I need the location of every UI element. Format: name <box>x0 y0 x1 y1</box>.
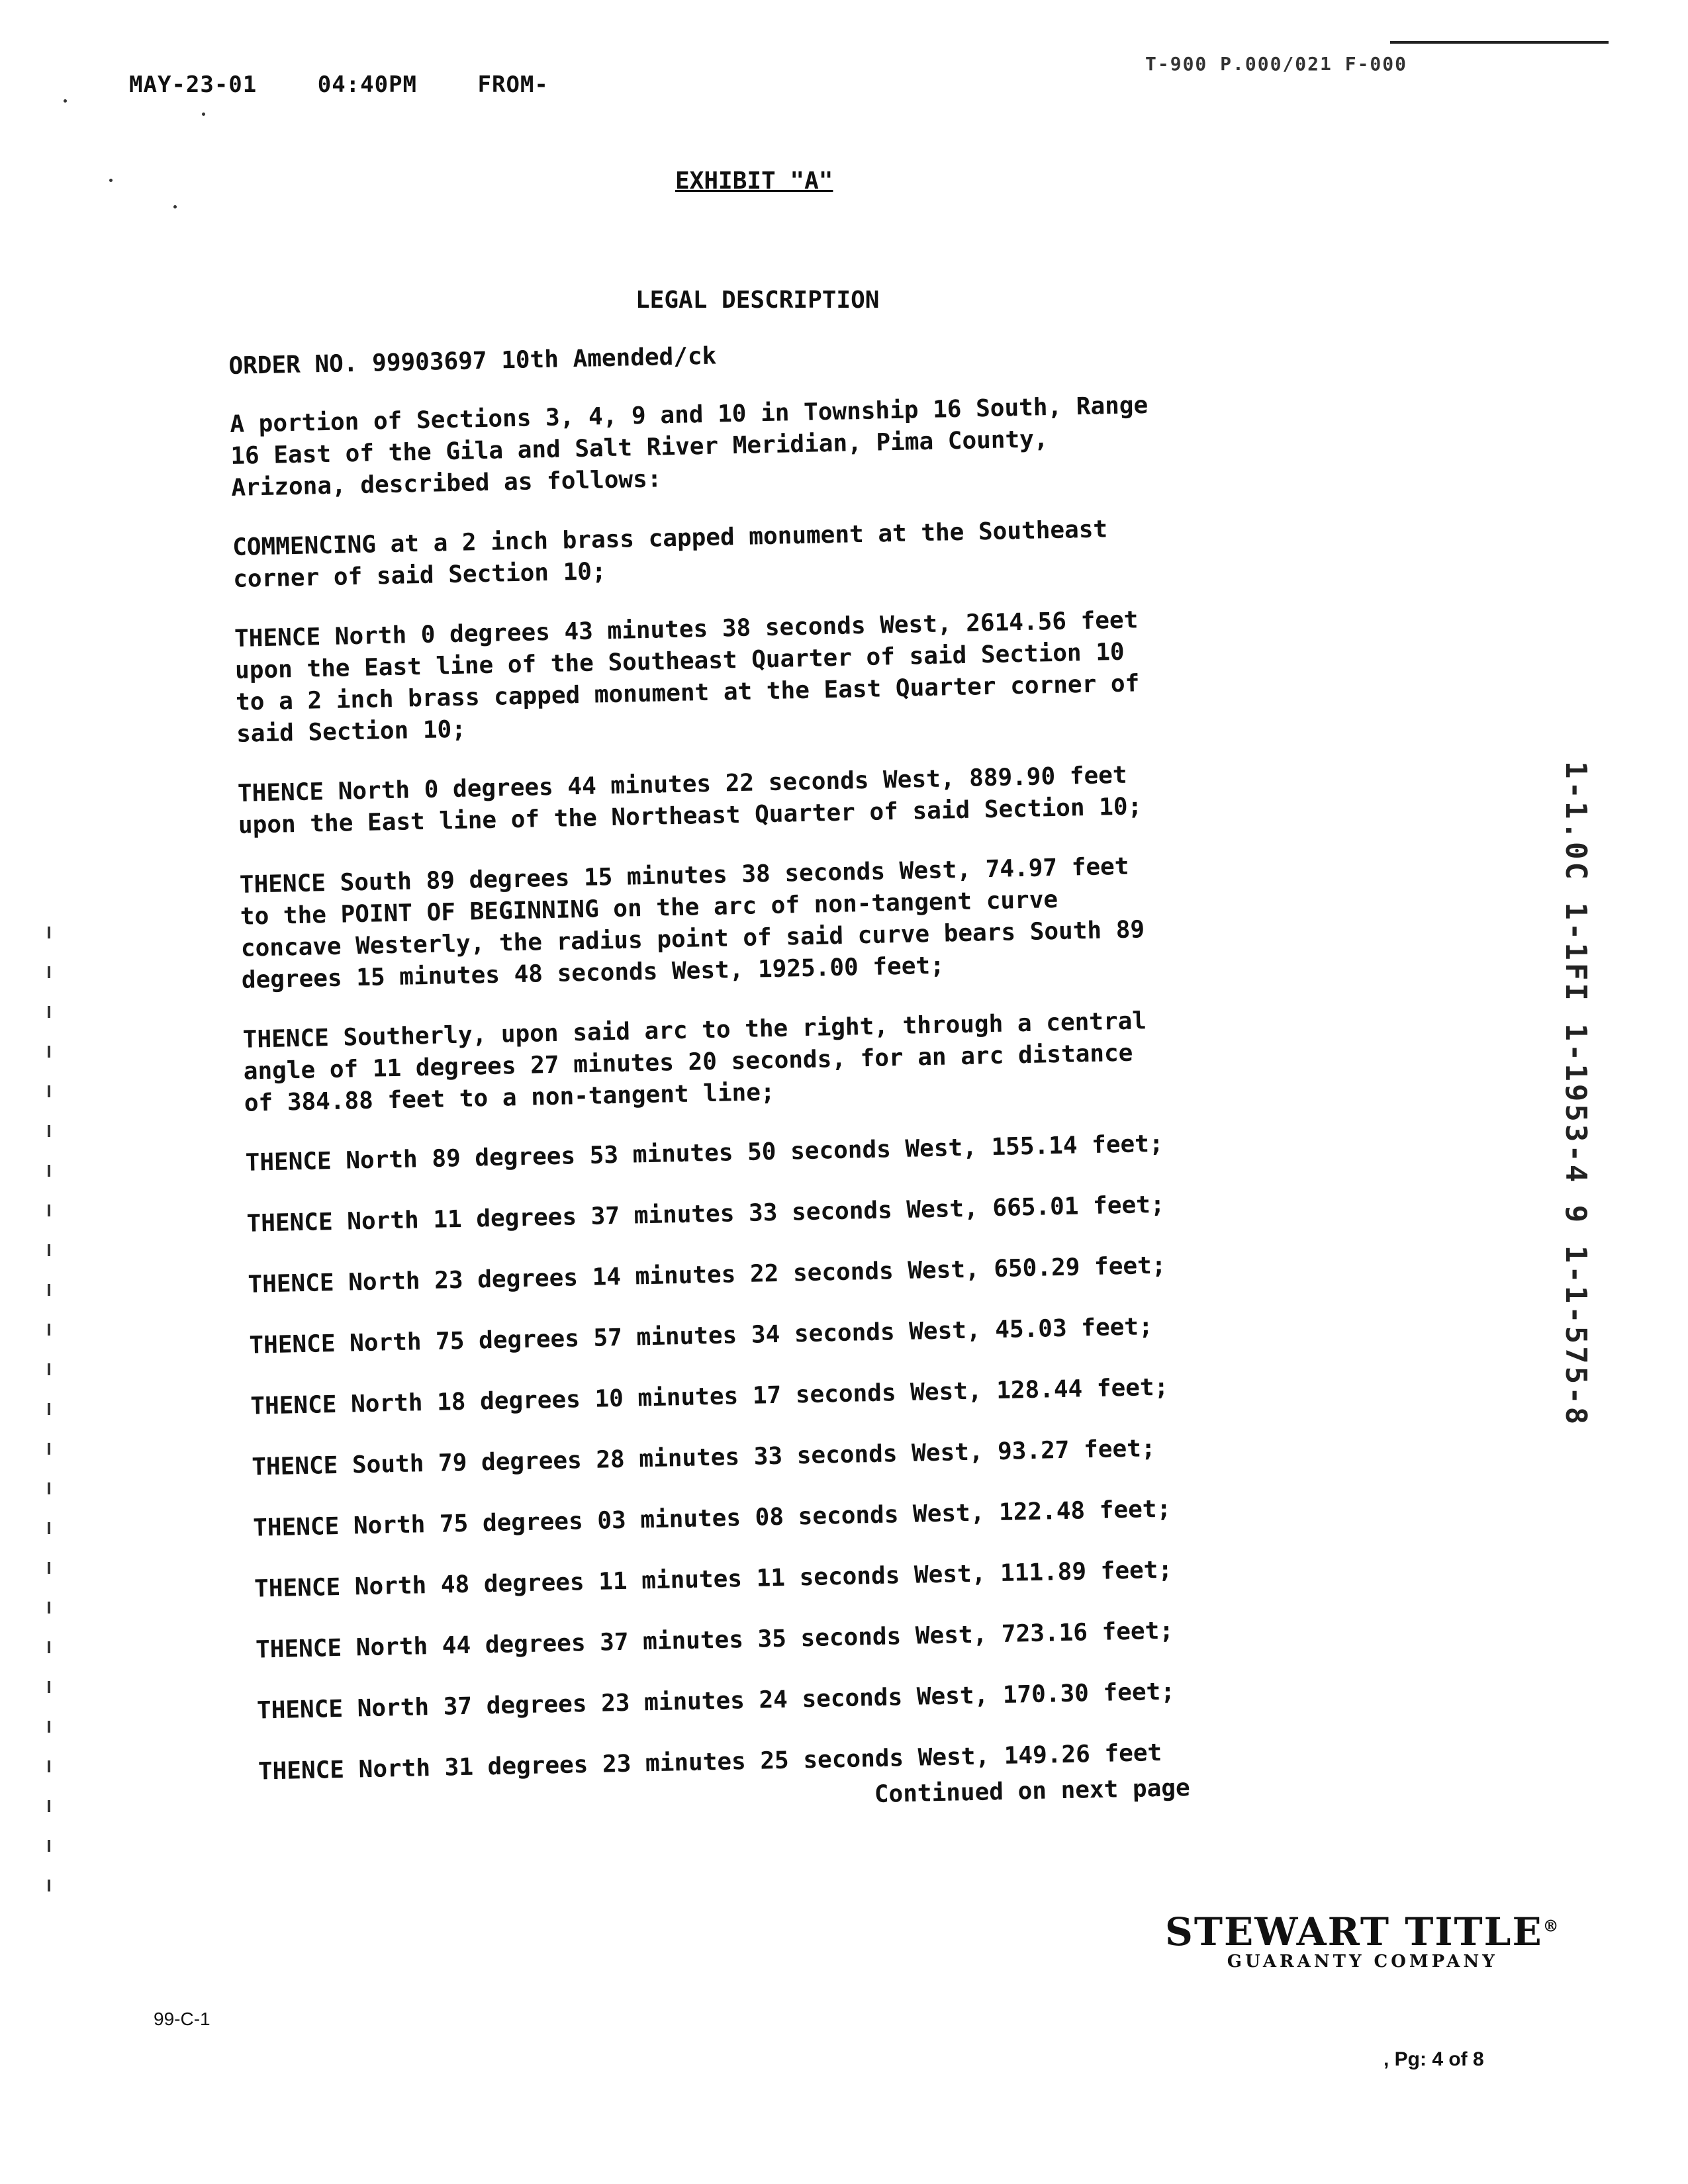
course-line: THENCE North 18 degrees 10 minutes 17 seconds West, 128.44 feet; <box>250 1373 1169 1420</box>
paragraph-portion: A portion of Sections 3, 4, 9 and 10 in Township 16 South, Range 16 East of the Gila and Salt River Meridian, Pima County, Arizona, described as follows: <box>229 391 1149 502</box>
fax-speck <box>173 205 177 208</box>
course-line: THENCE North 23 degrees 14 minutes 22 seconds West, 650.29 feet; <box>248 1251 1166 1298</box>
continued-note: Continued on next page <box>874 1774 1191 1809</box>
legal-description-body <box>228 329 1292 1851</box>
legal-description-title: LEGAL DESCRIPTION <box>635 287 880 314</box>
top-rule <box>1390 41 1609 44</box>
registered-mark: ® <box>1542 1916 1560 1936</box>
fax-date: MAY-23-01 <box>129 71 258 98</box>
course-line: THENCE North 37 degrees 23 minutes 24 seconds West, 170.30 feet; <box>256 1678 1176 1725</box>
fax-header-right: T-900 P.000/021 F-000 <box>1145 53 1408 75</box>
recording-stamp: 1-1.0C 1-1FI 1-1953-4 9 1-1-575-8 <box>1559 761 1593 1428</box>
fax-speck <box>202 113 205 116</box>
course-line: THENCE North 44 degrees 37 minutes 35 seconds West, 723.16 feet; <box>255 1617 1174 1664</box>
course-line: THENCE North 48 degrees 11 minutes 11 seconds West, 111.89 feet; <box>254 1556 1173 1603</box>
company-subtitle: GUARANTY COMPANY <box>1227 1952 1498 1972</box>
stewart-title-logo <box>1165 1909 1560 1972</box>
company-name: STEWART TITLE <box>1165 1909 1543 1954</box>
fax-speck <box>64 99 67 103</box>
course-line: THENCE North 89 degrees 53 minutes 50 seconds West, 155.14 feet; <box>245 1130 1164 1177</box>
fax-header <box>129 71 595 98</box>
paragraph-curve: THENCE Southerly, upon said arc to the right, through a central angle of 11 degrees 27 minutes 20 seconds, for an arc distance of 384.88 feet to a non-tangent line; <box>242 1007 1147 1117</box>
order-number: ORDER NO. 99903697 10th Amended/ck <box>228 342 717 380</box>
paragraph-course-2: THENCE North 0 degrees 44 minutes 22 seconds West, 889.90 feet upon the East line of the Northeast Quarter of said Section 10; <box>237 761 1143 839</box>
form-code: 99-C-1 <box>154 2009 211 2029</box>
fax-from: FROM- <box>477 71 549 98</box>
exhibit-title: EXHIBIT "A" <box>675 167 833 195</box>
fax-speck <box>109 179 113 182</box>
course-line: THENCE North 11 degrees 37 minutes 33 seconds West, 665.01 feet; <box>246 1191 1165 1238</box>
page-number: , Pg: 4 of 8 <box>1383 2048 1484 2070</box>
paragraph-point-of-beginning: THENCE South 89 degrees 15 minutes 38 seconds West, 74.97 feet to the POINT OF BEGINNING on the arc of non-tangent curve concave Westerly, the radius point of said curve bears South 89 degrees 15 minutes 48 seconds West, 1925.00 feet; <box>239 852 1145 994</box>
fax-edge-marks <box>48 927 50 1919</box>
course-line: THENCE North 75 degrees 57 minutes 34 seconds West, 45.03 feet; <box>249 1313 1154 1359</box>
course-line: THENCE South 79 degrees 28 minutes 33 seconds West, 93.27 feet; <box>251 1435 1156 1481</box>
course-line: THENCE North 75 degrees 03 minutes 08 seconds West, 122.48 feet; <box>252 1495 1172 1542</box>
paragraph-course-1: THENCE North 0 degrees 43 minutes 38 seconds West, 2614.56 feet upon the East line of the Southeast Quarter of said Section 10 to a 2 inch brass capped monument at the East Quarter corner of said Section 10; <box>234 606 1140 748</box>
course-line: THENCE North 31 degrees 23 minutes 25 seconds West, 149.26 feet <box>258 1739 1162 1786</box>
fax-time: 04:40PM <box>317 71 418 98</box>
paragraph-commencing: COMMENCING at a 2 inch brass capped monument at the Southeast corner of said Section 10; <box>232 516 1108 593</box>
